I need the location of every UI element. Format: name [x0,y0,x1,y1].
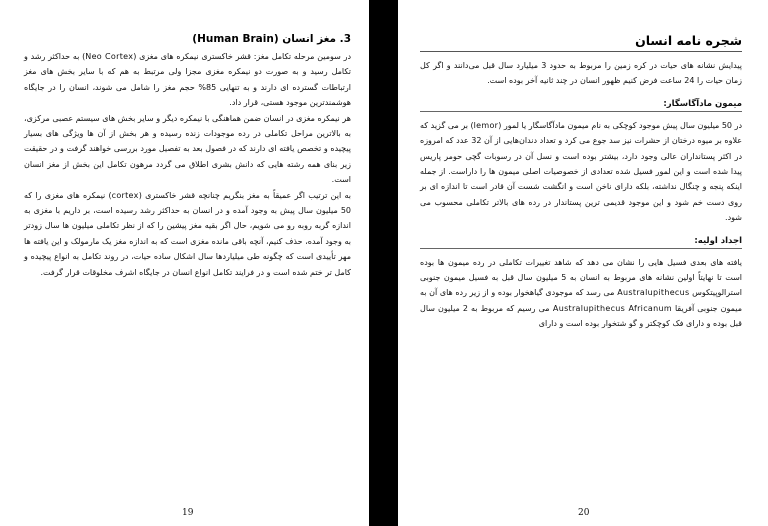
section-title-text: میمون مادآگاسگار: [663,98,742,109]
section-heading: 3. مغز انسان (Human Brain) [192,33,351,45]
paragraph: یافته های بعدی فسیل هایی را نشان می دهد که شاهد تغییرات تکاملی در رده میمون ها بوده است تا نهایتاً اولین نشانه های مربوط به انسان به 5 میلیون سال قبل به فسیل میمون جنوبی استرالوپیتکوس Australupithecus می رسد که موجودی گیاهخوار بوده و از زیر رده های آن به میمون جنوبی آفریقا Australupithecus Africanum می رسیم که مربوط به 2 میلیون سال قبل بوده و دارای فک کوچکتر و گو شتخوار بوده است و دارای [420,257,742,329]
paragraph: در سومین مرحله تکامل مغز: قشر خاکستری نیمکره های مغزی (Neo Cortex) به حداکثر رشد و تکامل رسید و به صورت دو نیمکره مغزی مجزا ولی مرتبط به هم که با سایر بخش های مغز ارتباطات گسترده ای دارند و به تنهایی 85% حجم مغز را شامل می شوند، انسان را در جایگاه هوشمندترین موجود هستی، قرار داد. [24,52,352,108]
paragraph: هر نیمکره مغزی در انسان ضمن هماهنگی با نیمکره دیگر و سایر بخش های سیستم عصبی مرکزی، به بالاترین مراحل تکاملی در رده موجودات زنده رسیده و هر بخش از آن ها ویژگی های بسیار پیچیده و تخصص یافته ای دارند که در فصول بعد به تفصیل مورد بررسی خواهند گرفت و در حقیقت زیر بنای همه رشته هایی که دانش بشری اطلاق می گردد مرهون تکامل این بخش از مغز انسان است. [24,113,351,185]
paragraph: به این ترتیب اگر عمیقاً به مغز بنگریم چنانچه قشر خاکستری (cortex) نیمکره های مغزی را که 50 میلیون سال پیش به وجود آمده و در انسان به حداکثر رشد رسیده است، بر داریم با مغزی به اندازه گربه روبه رو می شویم، حال اگر بقیه مغز پیشین را که از نظر تکاملی میلیون ها سال زودتر به وجود آمده، حذف کنیم، آنچه باقی مانده مغزی است که به اندازه مغز یک مارمولک و این یافته ها مهر تأییدی است که چگونه طی میلیاردها سال اشکال ساده حیات، در روند تکامل به انواع پیچیده و کامل تر ختم شده است و در فرایند تکامل انواع انسان در جایگاه اشرف مخلوقات قرار گرفت. [24,190,351,277]
section-underline [420,248,742,249]
chapter-title [420,33,742,52]
page-number: 19 [182,508,194,518]
intro-paragraph: پیدایش نشانه های حیات در کره زمین را مربوط به حدود 3 میلیارد سال قبل می‌دانند و اگر کل زمان حیات را 24 ساعت فرض کنیم ظهور انسان در چند ثانیه آخر بوده است. [420,61,742,86]
chapter-title-text: شجره نامه انسان [635,33,742,48]
section-title-text: اجداد اولیه: [694,235,742,246]
title-underline [420,51,742,52]
paragraph: در 50 میلیون سال پیش موجود کوچکی به نام میمون مادآگاسگار یا لمور (lemor) بر می گزید که علاوه بر میوه درختان از حشرات نیز سد جوع می کرد و تعداد دندان‌هایی از آن 32 عدد که امروزه در اکثر پستانداران عالی وجود دارد، بیشتر بوده است و نسل آن در رسوبات گچی حومر پاریس پیدا شده است و این لمور فسیل شده تعدادی از خصوصیات اصلی میمون ها را داراست. از جمله اینکه پنجه و چنگال نداشته، بلکه دارای ناخن است و انگشت شست آن قادر است تا اندازه ای بر روی دست خم شود و این موجود قدیمی ترین پستاندار در رده های بالاتر تکاملی محسوب می شود. [419,120,742,223]
left-page [0,0,369,526]
section-title [420,99,742,112]
right-page [398,0,768,526]
page-number: 20 [578,508,590,518]
section-underline [420,111,742,112]
section-title [420,236,742,249]
